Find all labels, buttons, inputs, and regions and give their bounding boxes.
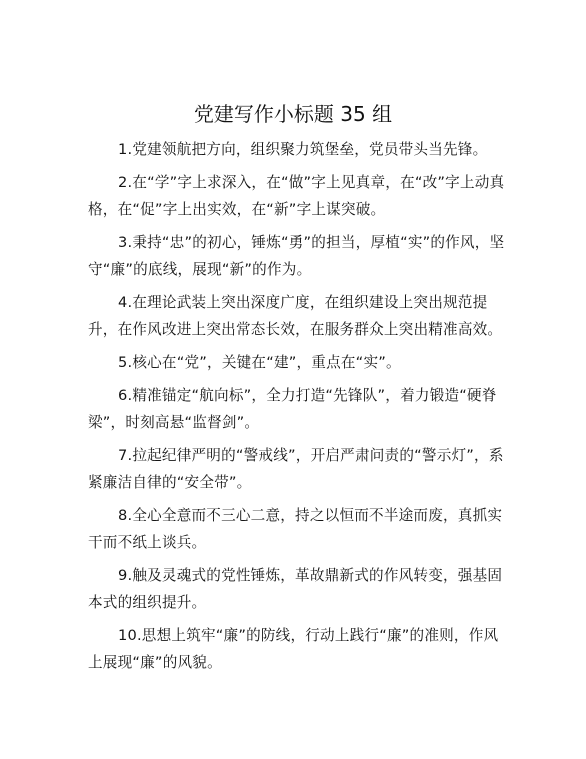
document-title: 党建写作小标题 35 组: [193, 102, 393, 126]
list-item-2: 2.在“学”字上求深入，在“做”字上见真章，在“改”字上动真格，在“促”字上出实效，在“新”字上谋突破。: [88, 174, 505, 218]
list-item-6: 6.精准锚定“航向标”，全力打造“先锋队”，着力锻造“硬脊梁”，时刻高悬“监督剑”。: [88, 387, 497, 431]
list-item-5: 5.核心在“党”，关键在“建”，重点在“实”。: [118, 354, 401, 371]
list-item-9: 9.触及灵魂式的党性锤炼，革故鼎新式的作风转变，强基固本式的组织提升。: [88, 567, 503, 611]
list-item-7: 7.拉起纪律严明的“警戒线”，开启严肃问责的“警示灯”，系紧廉洁自律的“安全带”。: [88, 447, 504, 491]
list-item-1: 1.党建领航把方向，组织聚力筑堡垒，党员带头当先锋。: [118, 141, 488, 158]
list-item-10: 10.思想上筑牢“廉”的防线，行动上践行“廉”的准则，作风上展现“廉”的风貌。: [88, 627, 499, 671]
list-item-8: 8.全心全意而不三心二意，持之以恒而不半途而废，真抓实干而不纸上谈兵。: [88, 507, 503, 551]
list-item-4: 4.在理论武装上突出深度广度，在组织建设上突出规范提升，在作风改进上突出常态长效，在服务群众上突出精准高效。: [88, 294, 503, 338]
document-body: [88, 136, 508, 681]
list-item-3: 3.秉持“忠”的初心，锤炼“勇”的担当，厚植“实”的作风，坚守“廉”的底线，展现“新”的作为。: [88, 234, 505, 278]
